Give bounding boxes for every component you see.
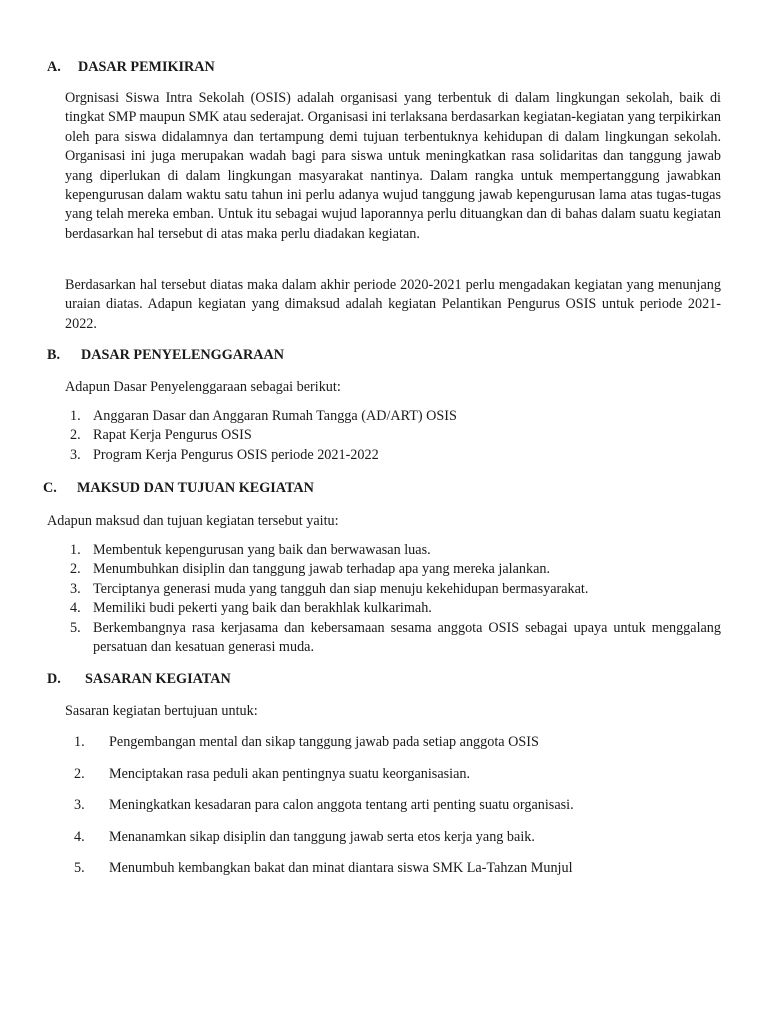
section-c-heading: [43, 479, 314, 498]
list-item: 1. Pengembangan mental dan sikap tanggung jawab pada setiap anggota OSIS: [74, 734, 539, 750]
section-d-heading: [47, 670, 231, 689]
section-c-list: [70, 541, 721, 657]
list-item: 1. Membentuk kepengurusan yang baik dan berwawasan luas.: [70, 542, 431, 558]
section-b-title: DASAR PENYELENGGARAAN: [81, 347, 284, 363]
list-item: 2. Menciptakan rasa peduli akan pentingnya suatu keorganisasian.: [74, 765, 471, 782]
section-d-intro: Sasaran kegiatan bertujuan untuk:: [65, 703, 258, 719]
list-item: 1. Anggaran Dasar dan Anggaran Rumah Tangga (AD/ART) OSIS: [70, 408, 457, 424]
section-b-intro: Adapun Dasar Penyelenggaraan sebagai berikut:: [65, 379, 341, 395]
section-c-intro: Adapun maksud dan tujuan kegiatan tersebut yaitu:: [47, 513, 339, 529]
section-a-heading: [47, 58, 215, 77]
list-item: 5. Berkembangnya rasa kerjasama dan kebersamaan sesama anggota OSIS sebagai upaya untuk menggalang persatuan dan kesatuan generasi muda.: [70, 619, 721, 656]
section-b-list: [70, 407, 720, 465]
list-item: 3. Meningkatkan kesadaran para calon anggota tentang arti penting suatu organisasi.: [74, 797, 574, 814]
section-d-title: SASARAN KEGIATAN: [85, 671, 231, 687]
section-b-heading: [47, 346, 284, 365]
list-item: 4. Memiliki budi pekerti yang baik dan berakhlak kulkarimah.: [70, 600, 432, 617]
list-item: 5. Menumbuh kembangkan bakat dan minat diantara siswa SMK La-Tahzan Munjul: [74, 860, 573, 877]
list-item: 3. Program Kerja Pengurus OSIS periode 2021-2022: [70, 446, 379, 463]
section-a-title: DASAR PEMIKIRAN: [78, 59, 215, 75]
section-d-letter: D.: [47, 671, 61, 687]
list-item: 2. Menumbuhkan disiplin dan tanggung jawab terhadap apa yang mereka jalankan.: [70, 561, 551, 578]
section-d-list: [74, 733, 721, 891]
section-a-letter: A.: [47, 59, 61, 75]
section-c-title: MAKSUD DAN TUJUAN KEGIATAN: [77, 480, 314, 496]
section-a-paragraph-2: Berdasarkan hal tersebut diatas maka dalam akhir periode 2020-2021 perlu mengadakan kegiatan yang menunjang uraian diatas. Adapun kegiatan yang dimaksud adalah kegiatan Pelantikan Pengurus OSIS untuk periode 2021-2022.: [65, 277, 721, 332]
section-c-letter: C.: [43, 480, 57, 496]
section-a-paragraph-1: Orgnisasi Siswa Intra Sekolah (OSIS) adalah organisasi yang terbentuk di dalam lingkungan sekolah, baik di tingkat SMP maupun SMK atau sederajat. Organisasi ini terlaksana berdasarkan kegiatan-kegiatan yang terpikirkan oleh para siswa didalamnya dan tertampung demi tujuan terbentuknya kehidupan di dalam lingkungan sekolah. Organisasi ini juga merupakan wadah bagi para siswa untuk meningkatkan rasa solidaritas dan tanggung jawab yang diperlukan di dalam lingkungan masyarakat nantinya. Dalam rangka untuk mempertanggung jawabkan kepengurusan dalam waktu satu tahun ini perlu adanya wujud tanggung jawab kepengurusan lama atas tugas-tugas yang telah mereka emban. Untuk itu sebagai wujud laporannya perlu dituangkan dan di bahas dalam suatu kegiatan berdasarkan hal tersebut di atas maka perlu diadakan kegiatan.: [65, 90, 721, 242]
section-b-letter: B.: [47, 347, 61, 363]
list-item: 3. Terciptanya generasi muda yang tangguh dan siap menuju kekehidupan bermasyarakat.: [70, 580, 589, 597]
list-item: 4. Menanamkan sikap disiplin dan tanggung jawab serta etos kerja yang baik.: [74, 828, 535, 845]
list-item: 2. Rapat Kerja Pengurus OSIS: [70, 427, 252, 444]
